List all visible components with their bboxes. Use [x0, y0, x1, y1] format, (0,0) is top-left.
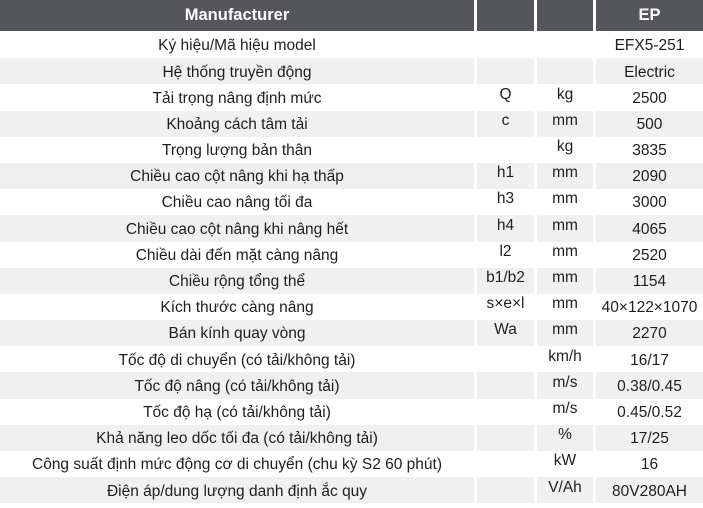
table-row — [0, 189, 703, 215]
spec-value: Electric — [596, 58, 703, 84]
spec-symbol — [477, 477, 534, 503]
spec-unit: mm — [537, 320, 593, 346]
spec-symbol: Q — [477, 84, 534, 110]
spec-symbol: l2 — [477, 242, 534, 268]
spec-value: 0.38/0.45 — [596, 372, 703, 398]
spec-label: Tải trọng nâng định mức — [0, 84, 474, 110]
spec-value: 0.45/0.52 — [596, 399, 703, 425]
spec-symbol — [477, 346, 534, 372]
spec-symbol: h1 — [477, 163, 534, 189]
spec-value: 1154 — [596, 268, 703, 294]
spec-symbol — [477, 58, 534, 84]
spec-value: 17/25 — [596, 425, 703, 451]
spec-symbol: s×e×l — [477, 294, 534, 320]
spec-symbol: h4 — [477, 215, 534, 241]
spec-unit: mm — [537, 111, 593, 137]
table-row — [0, 399, 703, 425]
table-body — [0, 32, 703, 503]
spec-value: 40×122×1070 — [596, 294, 703, 320]
spec-value: EFX5-251 — [596, 32, 703, 58]
table-row — [0, 268, 703, 294]
spec-unit — [537, 32, 593, 58]
spec-label: Kích thước càng nâng — [0, 294, 474, 320]
spec-value: 16 — [596, 451, 703, 477]
table-row — [0, 451, 703, 477]
spec-unit: mm — [537, 242, 593, 268]
spec-symbol: b1/b2 — [477, 268, 534, 294]
spec-symbol: Wa — [477, 320, 534, 346]
spec-label: Bán kính quay vòng — [0, 320, 474, 346]
spec-unit: % — [537, 425, 593, 451]
spec-unit: km/h — [537, 346, 593, 372]
spec-label: Chiều dài đến mặt càng nâng — [0, 242, 474, 268]
spec-symbol — [477, 372, 534, 398]
spec-label: Khả năng leo dốc tối đa (có tải/không tải) — [0, 425, 474, 451]
spec-label: Tốc độ nâng (có tải/không tải) — [0, 372, 474, 398]
spec-unit: V/Ah — [537, 477, 593, 503]
table-row — [0, 477, 703, 503]
spec-unit: mm — [537, 189, 593, 215]
table-row — [0, 163, 703, 189]
table-row — [0, 242, 703, 268]
spec-value: 3835 — [596, 137, 703, 163]
spec-label: Ký hiệu/Mã hiệu model — [0, 32, 474, 58]
spec-label: Trọng lượng bản thân — [0, 137, 474, 163]
spec-value: 4065 — [596, 215, 703, 241]
table-row — [0, 58, 703, 84]
spec-value: 2270 — [596, 320, 703, 346]
spec-symbol: h3 — [477, 189, 534, 215]
spec-unit: m/s — [537, 372, 593, 398]
spec-unit: m/s — [537, 399, 593, 425]
spec-value: 2500 — [596, 84, 703, 110]
spec-symbol — [477, 425, 534, 451]
spec-value: 16/17 — [596, 346, 703, 372]
spec-label: Khoảng cách tâm tải — [0, 111, 474, 137]
header-unit — [537, 0, 593, 31]
spec-label: Chiều cao cột nâng khi hạ thấp — [0, 163, 474, 189]
table-row — [0, 294, 703, 320]
spec-value: 2090 — [596, 163, 703, 189]
spec-unit: mm — [537, 163, 593, 189]
table-row — [0, 346, 703, 372]
spec-label: Hệ thống truyền động — [0, 58, 474, 84]
spec-symbol — [477, 32, 534, 58]
spec-value: 80V280AH — [596, 477, 703, 503]
table-row — [0, 84, 703, 110]
header-symbol — [477, 0, 534, 31]
table-row — [0, 372, 703, 398]
table-row — [0, 137, 703, 163]
spec-value: 500 — [596, 111, 703, 137]
spec-unit: mm — [537, 294, 593, 320]
spec-label: Tốc độ di chuyển (có tải/không tải) — [0, 346, 474, 372]
spec-label: Chiều rộng tổng thể — [0, 268, 474, 294]
table-row — [0, 111, 703, 137]
spec-unit: kg — [537, 84, 593, 110]
spec-symbol: c — [477, 111, 534, 137]
spec-label: Chiều cao cột nâng khi nâng hết — [0, 215, 474, 241]
spec-symbol — [477, 451, 534, 477]
spec-label: Tốc độ hạ (có tải/không tải) — [0, 399, 474, 425]
spec-label: Điện áp/dung lượng danh định ắc quy — [0, 477, 474, 503]
header-brand: EP — [596, 0, 703, 31]
table-row — [0, 215, 703, 241]
table-row — [0, 425, 703, 451]
header-manufacturer: Manufacturer — [0, 0, 474, 31]
spec-unit — [537, 58, 593, 84]
spec-value: 2520 — [596, 242, 703, 268]
spec-label: Chiều cao nâng tối đa — [0, 189, 474, 215]
table-row — [0, 320, 703, 346]
table-header-row — [0, 0, 703, 31]
spec-symbol — [477, 399, 534, 425]
spec-unit: mm — [537, 268, 593, 294]
spec-unit: kW — [537, 451, 593, 477]
spec-unit: mm — [537, 215, 593, 241]
spec-value: 3000 — [596, 189, 703, 215]
spec-label: Công suất định mức động cơ di chuyển (chu kỳ S2 60 phút) — [0, 451, 474, 477]
table-row — [0, 32, 703, 58]
spec-symbol — [477, 137, 534, 163]
spec-unit: kg — [537, 137, 593, 163]
